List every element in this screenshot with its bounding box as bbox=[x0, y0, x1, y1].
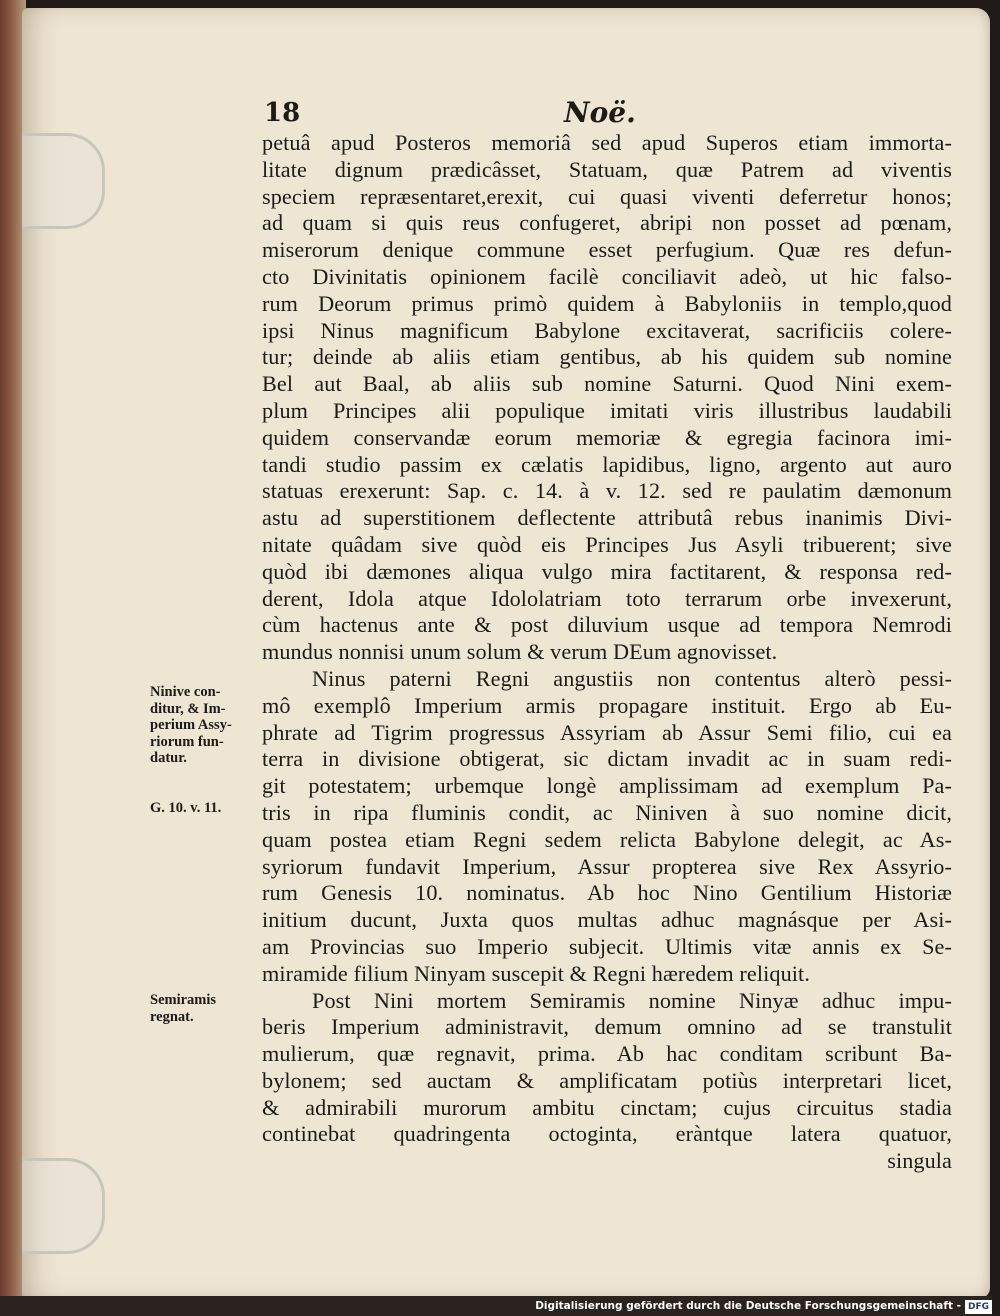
text-line: derent, Idola atque Idololatriam toto terrarum orbe invexerunt, bbox=[262, 585, 952, 611]
margin-note-line: riorum fun- bbox=[150, 733, 224, 750]
text-line: quòd ibi dæmones aliqua vulgo mira factitarent, & responsa red- bbox=[262, 558, 952, 584]
margin-note-genesis-ref bbox=[150, 800, 262, 817]
text-line: tur; deinde ab aliis etiam gentibus, ab his quidem sub nomine bbox=[262, 344, 952, 370]
text-line: cto Divinitatis opinionem facilè conciliavit adeò, ut hic falso- bbox=[262, 263, 952, 289]
page-clip-bottom bbox=[22, 1158, 105, 1254]
text-line: statuas erexerunt: Sap. c. 14. à v. 12. sed re paulatim dæmonum bbox=[262, 478, 952, 504]
text-line: terra in divisione obtigerat, sic dictam invadit ac in suam redi- bbox=[262, 746, 952, 772]
text-line: Bel aut Baal, ab aliis sub nomine Saturni. Quod Nini exem- bbox=[262, 371, 952, 397]
text-line: am Provincias suo Imperio subjecit. Ultimis vitæ annis ex Se- bbox=[262, 933, 952, 959]
page-number: 18 bbox=[264, 98, 301, 128]
text-line: astu ad superstitionem deflectente attributâ rebus inanimis Divi- bbox=[262, 505, 952, 531]
text-line: cùm hactenus ante & post diluvium usque ad tempora Nemrodi bbox=[262, 612, 952, 638]
text-line: nitate quâdam sive quòd eis Principes Jus Asyli tribuerent; sive bbox=[262, 531, 952, 557]
catchword: singula bbox=[887, 1148, 952, 1174]
text-line: petuâ apud Posteros memoriâ sed apud Superos etiam immorta- bbox=[262, 130, 952, 155]
text-line: tris in ripa fluminis condit, ac Niniven à suo nomine dicit, bbox=[262, 799, 952, 825]
running-title: Noë. bbox=[564, 96, 636, 129]
text-line: Post Nini mortem Semiramis nomine Ninyæ adhuc impu- bbox=[312, 987, 952, 1013]
text-line: mulierum, quæ regnavit, prima. Ab hac conditam scribunt Ba- bbox=[262, 1041, 952, 1067]
dfg-logo: DFG bbox=[965, 1300, 992, 1314]
text-line: quidem conservandæ eorum memoriæ & egregia facinora imi- bbox=[262, 424, 952, 450]
text-line: mô exemplô Imperium armis propagare instituit. Ergo ab Eu- bbox=[262, 692, 952, 718]
text-line: tandi studio passim ex cælatis lapidibus, ligno, argento aut auro bbox=[262, 451, 952, 477]
margin-note-semiramis bbox=[150, 992, 262, 1025]
margin-note-line: datur. bbox=[150, 750, 187, 766]
margin-note-line: regnat. bbox=[150, 1008, 194, 1025]
text-line: quam postea etiam Regni sedem relicta Babylone delegit, ac As- bbox=[262, 826, 952, 852]
margin-note-line: Ninive con- bbox=[150, 684, 221, 700]
text-line: mundus nonnisi unum solum & verum DEum agnovisset. bbox=[262, 639, 778, 665]
footer-credit: Digitalisierung gefördert durch die Deutsche Forschungsgemeinschaft - bbox=[535, 1300, 961, 1312]
text-line: Ninus paterni Regni angustiis non contentus alterò pessi- bbox=[312, 665, 952, 691]
digitization-footer bbox=[0, 1296, 992, 1316]
margin-note-line: Semiramis bbox=[150, 992, 217, 1008]
text-line: continebat quadringenta octoginta, eràntque latera quatuor, bbox=[262, 1121, 952, 1147]
text-line: syriorum fundavit Imperium, Assur propterea sive Rex Assyrio- bbox=[262, 853, 952, 879]
text-line: litate dignum prædicâsset, Statuam, quæ Patrem ad viventis bbox=[262, 156, 952, 182]
text-line: speciem repræsentaret,erexit, cui quasi viventi deferretur honos; bbox=[262, 183, 952, 209]
text-line: rum Deorum primus primò quidem à Babyloniis in templo,quod bbox=[262, 290, 952, 316]
text-line: rum Genesis 10. nominatus. Ab hoc Nino Gentilium Historiæ bbox=[262, 880, 952, 906]
margin-note-line: perium Assy- bbox=[150, 717, 232, 733]
text-line: miserorum denique commune esset perfugium. Quæ res defun- bbox=[262, 237, 952, 263]
page-clip-top bbox=[22, 133, 105, 229]
text-line: ipsi Ninus magnificum Babylone excitaverat, sacrificiis colere- bbox=[262, 317, 952, 343]
text-line: & admirabili murorum ambitu cinctam; cujus circuitus stadia bbox=[262, 1094, 952, 1120]
margin-note-ninive bbox=[150, 684, 262, 767]
text-line: ad quam si quis reus confugeret, abripi non posset ad pœnam, bbox=[262, 210, 952, 236]
body-text bbox=[262, 130, 952, 1175]
text-line: beris Imperium administravit, demum omnino ad se transtulit bbox=[262, 1014, 952, 1040]
text-line: plum Principes alii populique imitati viris illustribus laudabili bbox=[262, 397, 952, 423]
margin-note-line: ditur, & Im- bbox=[150, 700, 226, 717]
text-line: bylonem; sed auctam & amplificatam potiùs interpretari licet, bbox=[262, 1067, 952, 1093]
text-line: git potestatem; urbemque longè amplissimam ad exemplum Pa- bbox=[262, 773, 952, 799]
text-line: miramide filium Ninyam suscepit & Regni hæredem reliquit. bbox=[262, 960, 810, 986]
text-line: phrate ad Tigrim progressus Assyriam ab Assur Semi filio, cui ea bbox=[262, 719, 952, 745]
margin-note-line: G. 10. v. 11. bbox=[150, 800, 222, 816]
text-line: initium ducunt, Juxta quos multas adhuc magnásque per Asi- bbox=[262, 907, 952, 933]
